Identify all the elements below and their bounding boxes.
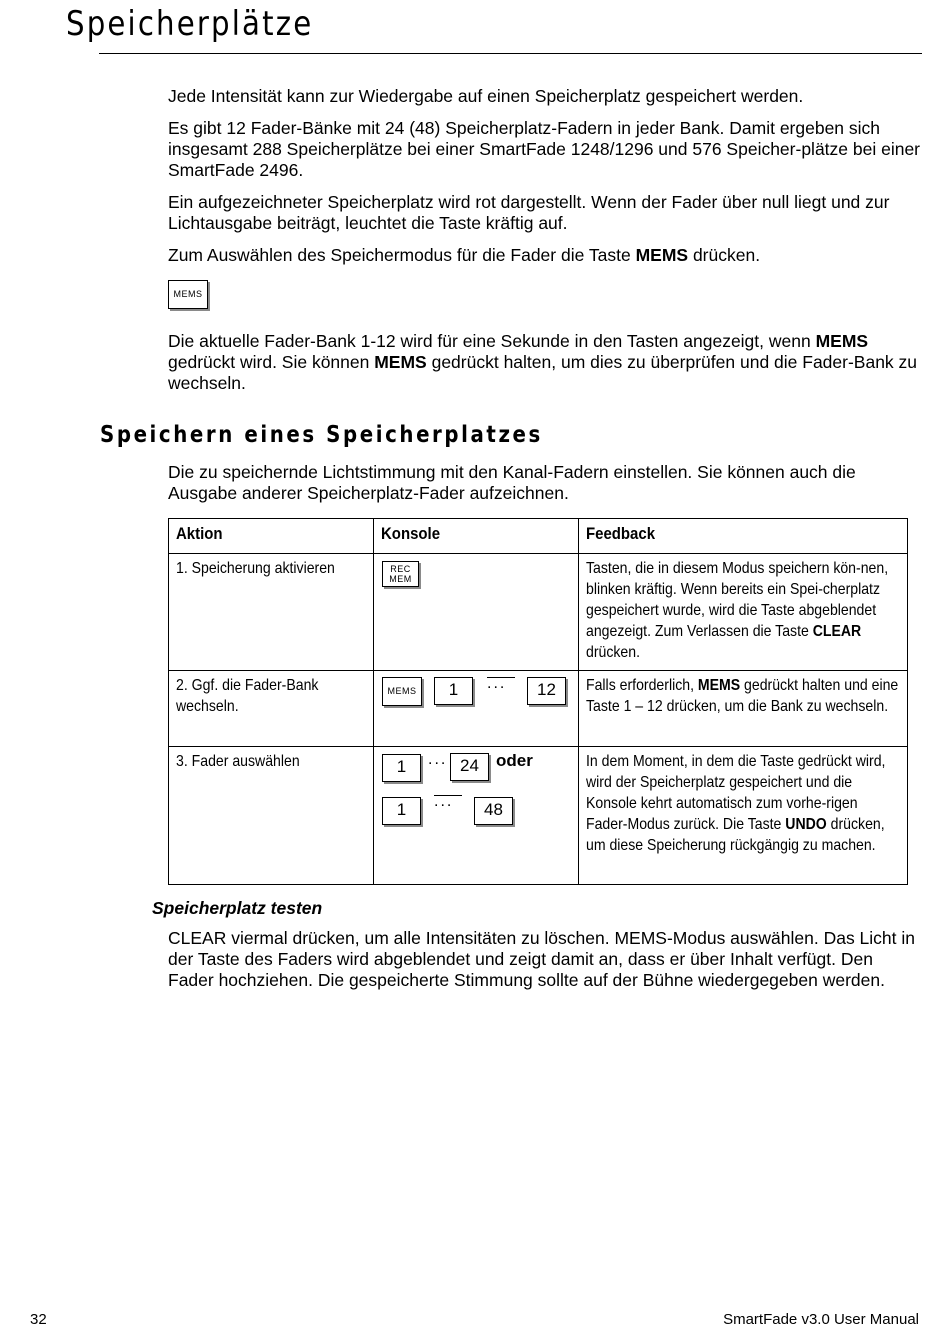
aktion-text: 3. Fader auswählen — [176, 753, 300, 770]
mems-bold: MEMS — [815, 331, 869, 351]
text-run: drücken, um diese Speicherung rückgängig zu machen. — [586, 816, 885, 854]
header-label: Aktion — [176, 524, 223, 543]
text-run: Die aktuelle Fader-Bank 1-12 wird für eine Sekunde in den Tasten angezeigt, wenn — [168, 331, 816, 351]
range-dots: ... — [487, 675, 507, 692]
intro-paragraph-2: Es gibt 12 Fader-Bänke mit 24 (48) Speicherplatz-Fadern in jeder Bank. Damit ergeben sich insgesamt 288 Speicherplätze bei einer SmartFade 1248/1296 und 576 Speicher-plätze bei einer SmartFade 2496. — [168, 118, 921, 180]
mems-bold: MEMS — [374, 352, 427, 372]
cell-aktion — [169, 554, 374, 671]
table-row — [169, 747, 908, 885]
header-konsole — [374, 519, 579, 554]
clear-bold: CLEAR — [812, 623, 862, 640]
mems-key: MEMS — [382, 677, 422, 706]
feedback-text — [586, 675, 901, 717]
cell-feedback — [579, 554, 908, 671]
rec-key-label: REC — [390, 564, 411, 574]
text-run: Falls erforderlich, — [586, 677, 698, 694]
table-row — [169, 554, 908, 671]
cell-aktion — [169, 671, 374, 747]
text-run: In dem Moment, in dem die Taste gedrückt wird, wird der Speicherplatz gespeichert und die Konsole kehrt automatisch zum vorhe-rigen Fader-Modus zurück. Die Taste — [586, 753, 886, 833]
mems-bold: MEMS — [635, 245, 689, 265]
text-run: gedrückt wird. Sie können — [168, 352, 375, 372]
intro-paragraph-1: Jede Intensität kann zur Wiedergabe auf einen Speicherplatz gespeichert werden. — [168, 86, 804, 106]
key-48: 48 — [474, 797, 513, 825]
test-paragraph: CLEAR viermal drücken, um alle Intensitäten zu löschen. MEMS-Modus auswählen. Das Licht in der Taste des Faders wird abgeblendet und zeigt damit an, dass er über Inhalt verfügt. Den Fader hochziehen. Die gespeicherte Stimmung sollte auf der Bühne wiedergegeben werden. — [168, 928, 916, 990]
header-feedback — [579, 519, 908, 554]
intro-paragraph-5 — [168, 331, 920, 394]
undo-bold: UNDO — [785, 816, 827, 833]
intro-paragraph-3: Ein aufgezeichneter Speicherplatz wird rot dargestellt. Wenn der Fader über null liegt und zur Lichtausgabe beiträgt, leuchtet die Taste kräftig auf. — [168, 192, 890, 233]
test-heading: Speicherplatz testen — [152, 898, 323, 918]
text-run: Zum Auswählen des Speichermodus für die Fader die Taste — [168, 245, 636, 265]
footer-title: SmartFade v3.0 User Manual — [723, 1311, 919, 1328]
steps-table — [168, 518, 908, 885]
page-number: 32 — [30, 1311, 47, 1328]
key-1: 1 — [434, 677, 473, 705]
intro-paragraph-4 — [168, 245, 920, 266]
key-1: 1 — [382, 797, 421, 825]
aktion-text: 1. Speicherung aktivieren — [176, 560, 335, 577]
text-run: drücken. — [586, 644, 641, 661]
cell-feedback — [579, 747, 908, 885]
table-header-row — [169, 519, 908, 554]
header-label: Feedback — [586, 524, 656, 543]
mems-key: MEMS — [168, 280, 208, 309]
key-12: 12 — [527, 677, 566, 705]
oder-label: oder — [496, 751, 533, 770]
mem-key-label: MEM — [389, 574, 412, 584]
header-aktion — [169, 519, 374, 554]
key-24: 24 — [450, 753, 489, 781]
title-rule — [99, 53, 922, 54]
cell-konsole — [374, 671, 579, 747]
text-run: gedrückt halten und eine Taste 1 – 12 drücken, um die Bank zu wechseln. — [586, 677, 899, 715]
rec-mem-key — [382, 561, 419, 587]
cell-konsole — [374, 747, 579, 885]
page-title: Speicherplätze — [66, 4, 314, 44]
feedback-text — [586, 558, 901, 663]
cell-aktion — [169, 747, 374, 885]
header-label: Konsole — [381, 524, 441, 543]
text-run: drücken. — [688, 245, 761, 265]
range-dots: ... — [428, 751, 448, 768]
text-run: gedrückt halten, um dies zu überprüfen und die Fader-Bank zu wechseln. — [168, 352, 918, 393]
aktion-text: 2. Ggf. die Fader-Bank wechseln. — [176, 677, 319, 715]
table-row — [169, 671, 908, 747]
feedback-text — [586, 751, 901, 856]
text-run: Tasten, die in diesem Modus speichern kön-nen, blinken kräftig. Wenn bereits ein Spei-cherplatz gespeichert wurde, wird die Taste abgeblendet angezeigt. Zum Verlassen die Taste — [586, 560, 889, 640]
section-heading: Speichern eines Speicherplatzes — [100, 422, 543, 448]
cell-feedback — [579, 671, 908, 747]
section-paragraph: Die zu speichernde Lichtstimmung mit den Kanal-Fadern einstellen. Sie können auch die Ausgabe anderer Speicherplatz-Fader aufzeichnen. — [168, 462, 856, 503]
cell-konsole — [374, 554, 579, 671]
key-1: 1 — [382, 754, 421, 782]
range-dots: ... — [434, 793, 454, 810]
mems-bold: MEMS — [697, 677, 741, 694]
